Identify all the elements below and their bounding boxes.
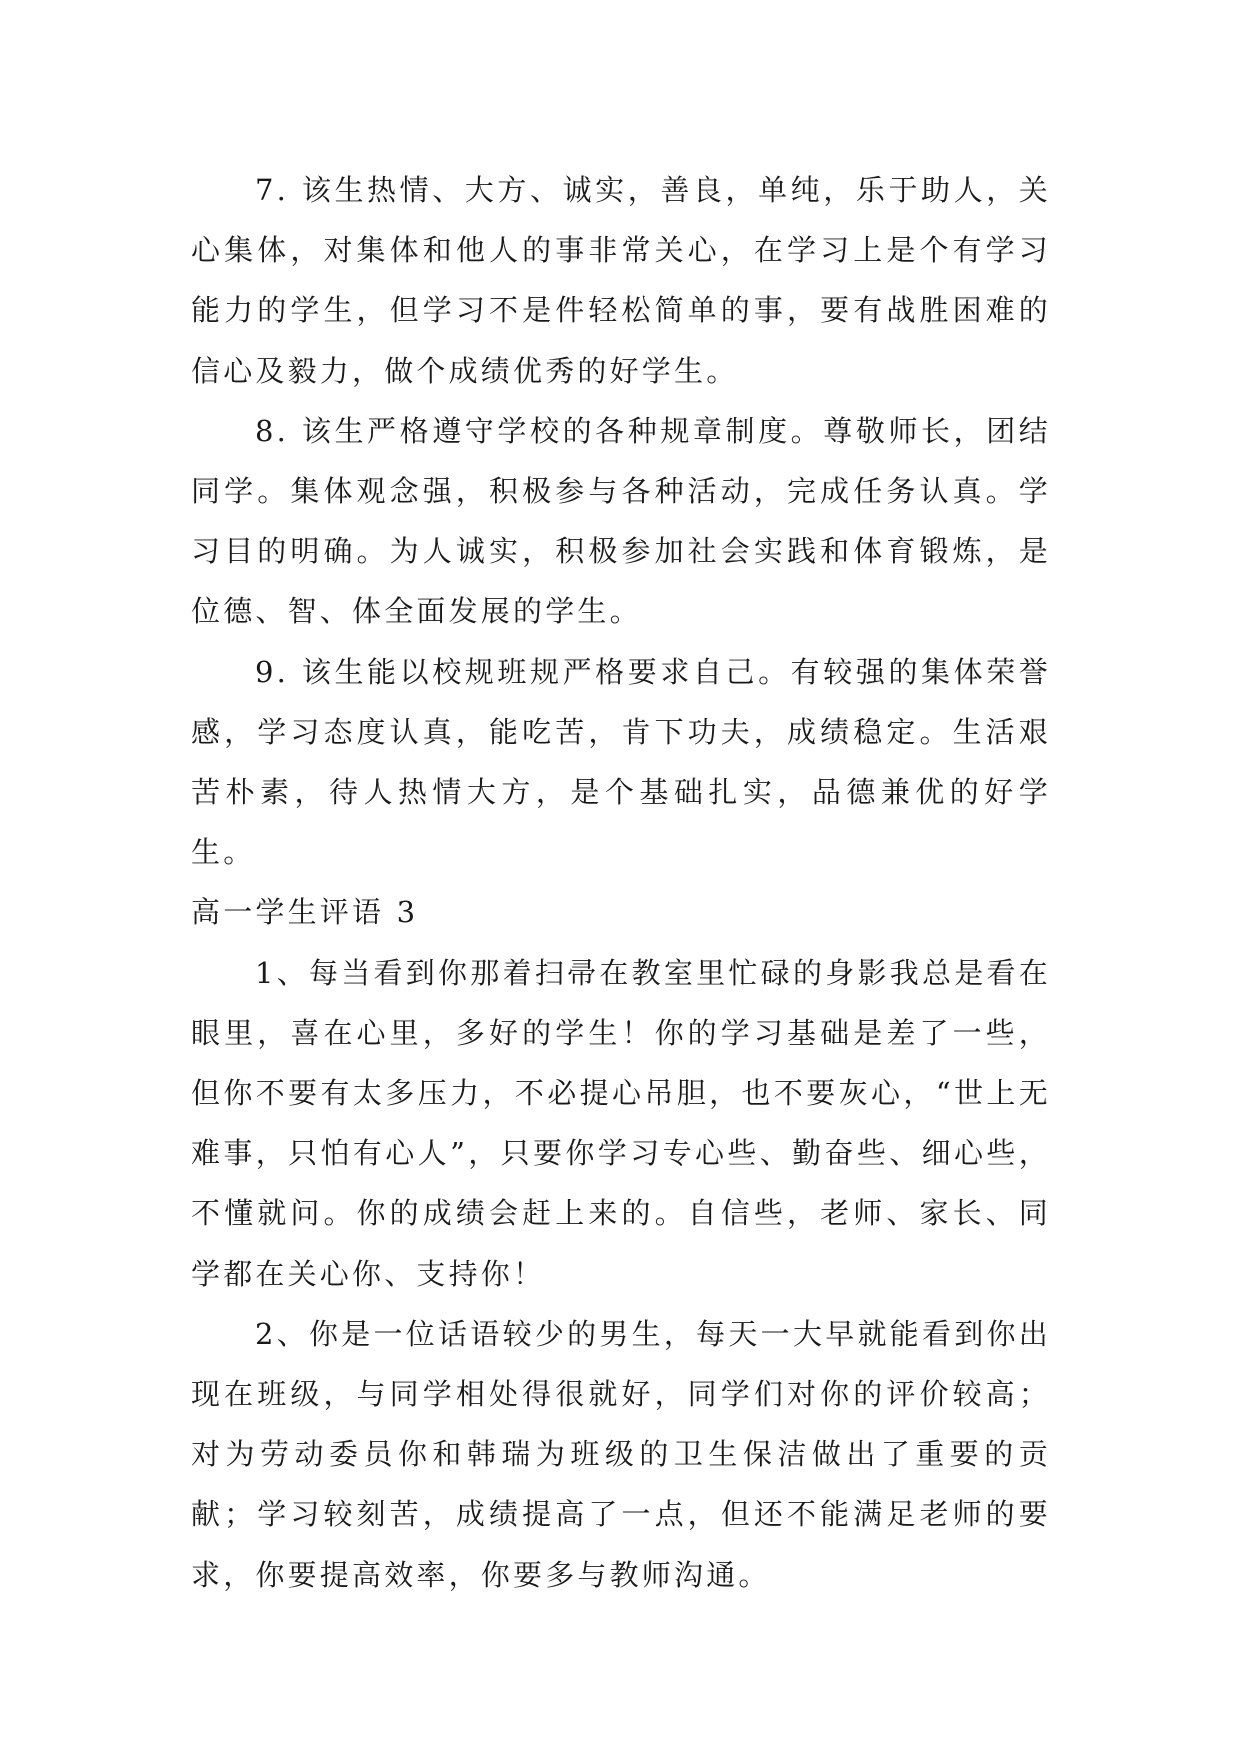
paragraph-comment-1: 1、每当看到你那着扫帚在教室里忙碌的身影我总是看在眼里，喜在心里，多好的学生！你的学习基础是差了一些，但你不要有太多压力，不必提心吊胆，也不要灰心，“世上无难事，只怕有心人”，只要你学习专心些、勤奋些、细心些，不懂就问。你的成绩会赶上来的。自信些，老师、家长、同学都在关心你、支持你！	[191, 955, 1051, 1291]
document-body	[191, 160, 1051, 1605]
section-heading: 高一学生评语 3	[191, 895, 419, 930]
paragraph-comment-2: 2、你是一位话语较少的男生，每天一大早就能看到你出现在班级，与同学相处得很就好，同学们对你的评价较高；对为劳动委员你和韩瑞为班级的卫生保洁做出了重要的贡献；学习较刻苦，成绩提高了一点，但还不能满足老师的要求，你要提高效率，你要多与教师沟通。	[191, 1316, 1051, 1592]
paragraph-item-7: 7. 该生热情、大方、诚实，善良，单纯，乐于助人，关心集体，对集体和他人的事非常关心，在学习上是个有学习能力的学生，但学习不是件轻松简单的事，要有战胜困难的信心及毅力，做个成绩优秀的好学生。	[191, 173, 1051, 388]
paragraph-item-8: 8. 该生严格遵守学校的各种规章制度。尊敬师长，团结同学。集体观念强，积极参与各种活动，完成任务认真。学习目的明确。为人诚实，积极参加社会实践和体育锻炼，是位德、智、体全面发展的学生。	[191, 413, 1051, 629]
paragraph-item-9: 9. 该生能以校规班规严格要求自己。有较强的集体荣誉感，学习态度认真，能吃苦，肯下功夫，成绩稳定。生活艰苦朴素，待人热情大方，是个基础扎实，品德兼优的好学生。	[191, 654, 1051, 870]
